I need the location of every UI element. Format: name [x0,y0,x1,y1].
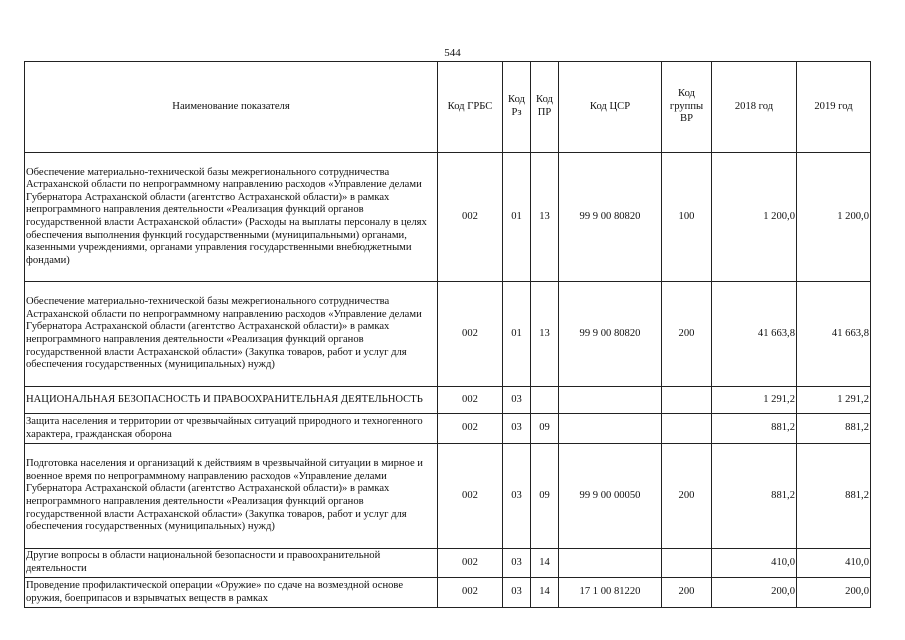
table-row [25,153,871,282]
row-vr [662,414,712,444]
row-vr [662,549,712,578]
row-grbs: 002 [438,578,503,608]
row-pr: 13 [531,153,559,282]
row-pr: 09 [531,444,559,549]
header-name: Наименование показателя [25,62,438,153]
row-vr: 200 [662,282,712,387]
table-row [25,549,871,578]
row-grbs: 002 [438,549,503,578]
row-2018: 410,0 [712,549,797,578]
table-row [25,282,871,387]
row-vr: 100 [662,153,712,282]
header-csr: Код ЦСР [559,62,662,153]
row-rz: 01 [503,153,531,282]
row-2019: 1 291,2 [797,387,871,414]
row-grbs: 002 [438,153,503,282]
row-csr [559,387,662,414]
row-rz: 03 [503,578,531,608]
header-rz: Код Рз [503,62,531,153]
table-row [25,578,871,608]
row-name: Обеспечение материально-технической базы межрегионального сотрудничества Астраханской области по непрограммному направлению расходов «Управление делами Губернатора Астраханской области (агентство Астраханской области)» в рамках непрограммного направления деятельности «Реализация функций органов государственной власти Астраханской области» (Расходы на выплаты персоналу в целях обеспечения выполнения функций государственными (муниципальными) органами, казенными учреждениями, органами управления государственными внебюджетными фондами) [25,153,438,282]
header-row [25,62,871,153]
row-2018: 881,2 [712,414,797,444]
row-name: Обеспечение материально-технической базы межрегионального сотрудничества Астраханской области по непрограммному направлению расходов «Управление делами Губернатора Астраханской области (агентство Астраханской области)» в рамках непрограммного направления деятельности «Реализация функций органов государственной власти Астраханской области» (Закупка товаров, работ и услуг для обеспечения государственных (муниципальных) нужд) [25,282,438,387]
row-2018: 881,2 [712,444,797,549]
table-row [25,414,871,444]
row-2018: 41 663,8 [712,282,797,387]
row-pr: 09 [531,414,559,444]
row-csr [559,549,662,578]
header-vr: Код группы ВР [662,62,712,153]
row-2019: 200,0 [797,578,871,608]
row-pr: 14 [531,578,559,608]
row-vr: 200 [662,578,712,608]
row-csr: 17 1 00 81220 [559,578,662,608]
row-vr [662,387,712,414]
page-number: 544 [444,47,461,59]
row-2018: 200,0 [712,578,797,608]
row-name: НАЦИОНАЛЬНАЯ БЕЗОПАСНОСТЬ И ПРАВООХРАНИТЕЛЬНАЯ ДЕЯТЕЛЬНОСТЬ [25,387,438,414]
row-grbs: 002 [438,444,503,549]
row-rz: 01 [503,282,531,387]
row-2019: 410,0 [797,549,871,578]
row-csr [559,414,662,444]
budget-table [24,61,871,608]
row-rz: 03 [503,387,531,414]
table-row [25,444,871,549]
row-2019: 41 663,8 [797,282,871,387]
row-grbs: 002 [438,282,503,387]
row-rz: 03 [503,549,531,578]
row-rz: 03 [503,444,531,549]
row-grbs: 002 [438,387,503,414]
row-name: Проведение профилактической операции «Оружие» по сдаче на возмездной основе оружия, боеприпасов и взрывчатых веществ в рамках [25,578,438,608]
row-2018: 1 200,0 [712,153,797,282]
row-name: Подготовка населения и организаций к действиям в чрезвычайной ситуации в мирное и военное время по непрограммному направлению расходов «Управление делами Губернатора Астраханской области (агентство Астраханской области)» в рамках непрограммного направления деятельности «Реализация функций органов государственной власти Астраханской области» (Закупка товаров, работ и услуг для обеспечения государственных (муниципальных) нужд) [25,444,438,549]
row-csr: 99 9 00 80820 [559,153,662,282]
row-2019: 1 200,0 [797,153,871,282]
row-name: Другие вопросы в области национальной безопасности и правоохранительной деятельности [25,549,438,578]
row-vr: 200 [662,444,712,549]
row-2019: 881,2 [797,414,871,444]
header-2019: 2019 год [797,62,871,153]
row-rz: 03 [503,414,531,444]
row-2019: 881,2 [797,444,871,549]
row-pr [531,387,559,414]
row-2018: 1 291,2 [712,387,797,414]
row-grbs: 002 [438,414,503,444]
header-grbs: Код ГРБС [438,62,503,153]
row-csr: 99 9 00 80820 [559,282,662,387]
row-csr: 99 9 00 00050 [559,444,662,549]
header-2018: 2018 год [712,62,797,153]
table-row [25,387,871,414]
header-pr: Код ПР [531,62,559,153]
row-pr: 14 [531,549,559,578]
row-pr: 13 [531,282,559,387]
row-name: Защита населения и территории от чрезвычайных ситуаций природного и техногенного характера, гражданская оборона [25,414,438,444]
